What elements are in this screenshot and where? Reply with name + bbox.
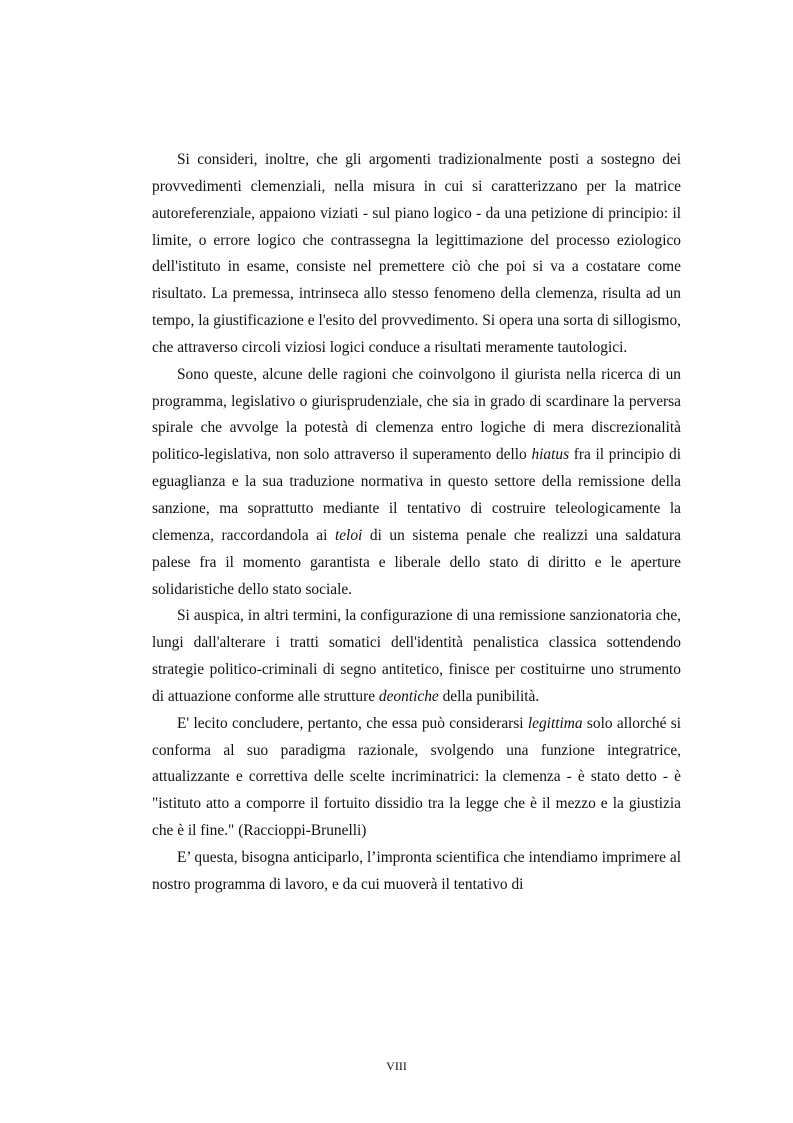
paragraph-3-text-a: Si auspica, in altri termini, la configurazione di una remissione sanzionatoria che, lungi dall'alterare i tratti somatici dell'identità penalistica classica sottendendo strategie politico-criminali di segno antitetico, finisce per costituirne uno strumento di attuazione conforme alle strutture <box>152 607 681 705</box>
paragraph-3 <box>152 603 681 710</box>
paragraph-4-text-a: E' lecito concludere, pertanto, che essa può considerarsi <box>177 714 528 732</box>
paragraph-1 <box>152 147 681 362</box>
paragraph-5-text: E’ questa, bisogna anticiparlo, l’impronta scientifica che intendiamo imprimere al nostro programma di lavoro, e da cui muoverà il tentativo di <box>152 848 681 893</box>
paragraph-4 <box>152 711 681 845</box>
paragraph-4-italic-legittima: legittima <box>527 714 583 732</box>
paragraph-2-italic-hiatus: hiatus <box>531 446 570 464</box>
paragraph-5 <box>152 845 681 899</box>
paragraph-2-text-a: Sono queste, alcune delle ragioni che coinvolgono il giurista nella ricerca di un programma, legislativo o giurisprudenziale, che sia in grado di scardinare la perversa spirale che avvolge la potestà di clemenza entro logiche di mera discrezionalità politico-legislativa, non solo attraverso il superamento dello <box>152 365 681 464</box>
paragraph-3-italic-deontiche: deontiche <box>378 687 439 705</box>
paragraph-2 <box>152 362 681 604</box>
paragraph-2-text-c: di un sistema penale che realizzi una saldatura palese fra il momento garantista e liberale dello stato di diritto e le aperture solidaristiche dello stato sociale. <box>152 526 681 598</box>
paragraph-2-italic-teloi: teloi <box>334 526 363 544</box>
paragraph-4-text-b: solo allorché si conforma al suo paradigma razionale, svolgendo una funzione integratrice, attualizzante e correttiva delle scelte incriminatrici: la clemenza - è stato detto - è "istituto atto a comporre il fortuito dissidio tra la legge che è il mezzo e la giustizia che è il fine." (Raccioppi-Brunelli) <box>152 714 681 840</box>
page-number: VIII <box>386 1059 407 1073</box>
paragraph-1-text: Si consideri, inoltre, che gli argomenti tradizionalmente posti a sostegno dei provvedimenti clemenziali, nella misura in cui si caratterizzano per la matrice autoreferenziale, appaiono viziati - sul piano logico - da una petizione di principio: il limite, o errore logico che contrassegna la legittimazione del processo eziologico dell'istituto in esame, consiste nel premettere ciò che poi si va a costatare come risultato. La premessa, intrinseca allo stesso fenomeno della clemenza, risulta ad un tempo, la giustificazione e l'esito del provvedimento. Si opera una sorta di sillogismo, che attraverso circoli viziosi logici conduce a risultati meramente tautologici. <box>152 151 681 356</box>
paragraph-2-text-b: fra il principio di eguaglianza e la sua traduzione normativa in questo settore della remissione della sanzione, ma soprattutto mediante il tentativo di costruire teleologicamente la clemenza, raccordandola ai <box>152 446 681 544</box>
paragraph-3-text-b: della punibilità. <box>438 687 540 705</box>
body-text <box>152 147 681 899</box>
